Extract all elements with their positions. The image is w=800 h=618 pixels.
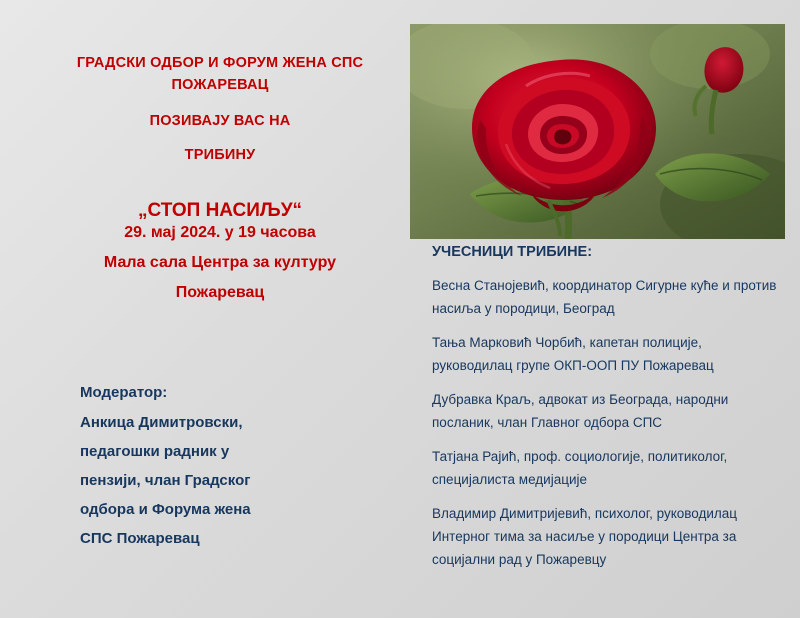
participant-item: Весна Станојевић, координатор Сигурне куће и против насиља у породици, Београд bbox=[432, 278, 777, 316]
rose-illustration bbox=[410, 24, 785, 239]
headline-line-1: ГРАДСКИ ОДБОР И ФОРУМ ЖЕНА СПС bbox=[76, 55, 364, 71]
participant-item: Тања Марковић Чорбић, капетан полиције, руководилац групе ОКП-ООП ПУ Пожаревац bbox=[432, 335, 714, 373]
participant-item: Татјана Рајић, проф. социологије, политиколог, специјалиста медијације bbox=[432, 449, 728, 487]
headline-line-3: ПОЗИВАЈУ ВАС НА bbox=[149, 113, 291, 129]
participants-title: УЧЕСНИЦИ ТРИБИНЕ: bbox=[432, 244, 593, 260]
moderator-line-1: Анкица Димитровски, bbox=[80, 414, 243, 431]
participant-item: Владимир Димитријевић, психолог, руководилац Интерног тима за насиље у породици Центра за социјални рад у Пожаревцу bbox=[432, 506, 738, 567]
event-title: „СТОП НАСИЉУ“ bbox=[137, 200, 303, 221]
participant-item: Дубравка Краљ, адвокат из Београда, народни посланик, члан Главног одбора СПС bbox=[432, 392, 729, 430]
event-details bbox=[40, 218, 400, 308]
moderator-line-4: одбора и Форума жена bbox=[80, 501, 251, 518]
poster-headline bbox=[40, 52, 400, 222]
participants-block bbox=[432, 240, 780, 582]
moderator-line-3: пензији, члан Градског bbox=[80, 472, 251, 489]
red-rose-photo bbox=[410, 24, 785, 239]
headline-line-2: ПОЖАРЕВАЦ bbox=[171, 77, 269, 93]
moderator-title: Модератор: bbox=[80, 384, 168, 401]
moderator-line-2: педагошки радник у bbox=[80, 443, 230, 460]
event-venue: Мала сала Центра за културу bbox=[103, 254, 337, 271]
event-city: Пожаревац bbox=[175, 284, 265, 301]
event-datetime: 29. мај 2024. у 19 часова bbox=[124, 224, 316, 241]
moderator-line-5: СПС Пожаревац bbox=[80, 530, 200, 547]
moderator-block bbox=[80, 378, 380, 553]
headline-line-4: ТРИБИНУ bbox=[184, 147, 256, 163]
